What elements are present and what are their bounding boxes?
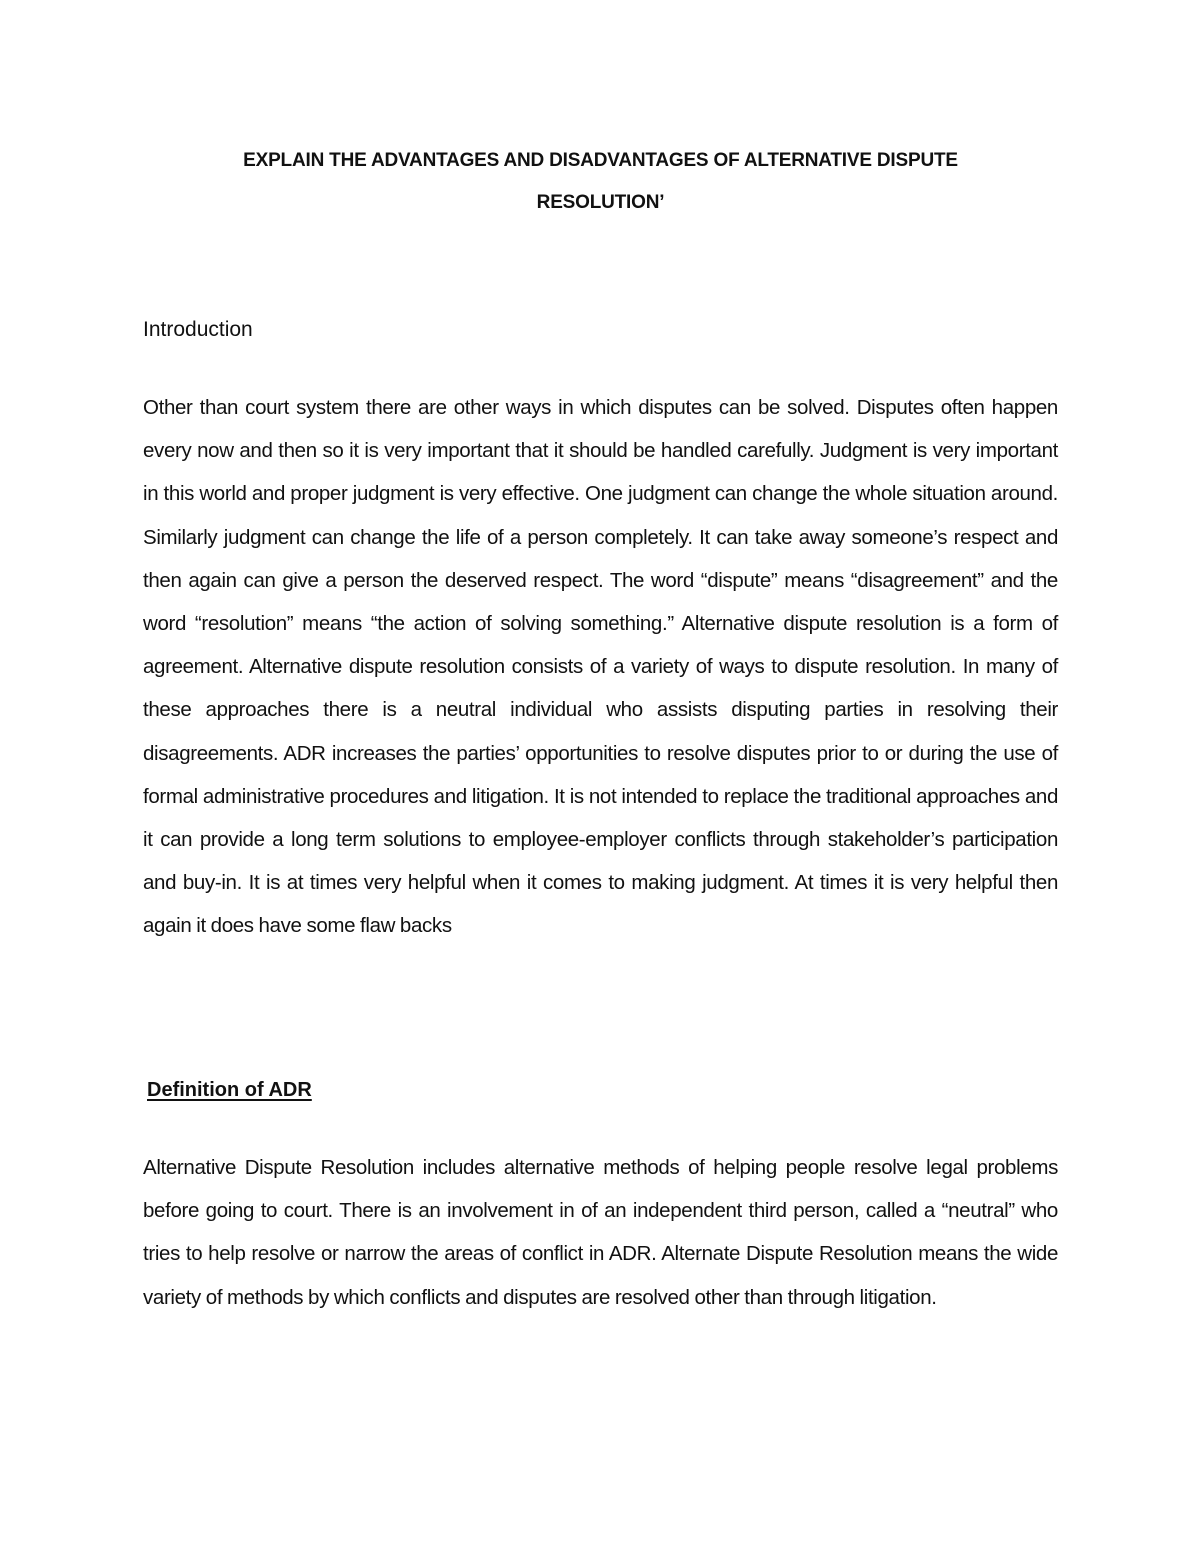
introduction-paragraph: Other than court system there are other ways in which disputes can be solved. Disputes often happen every now and then so it is very important that it should be handled carefully. Judgment is very important in this world and proper judgment is very effective. One judgment can change the whole situation around. Similarly judgment can change the life of a person completely. It can take away someone’s respect and then again can give a person the deserved respect. The word “dispute” means “disagreement” and the word “resolution” means “the action of solving something.” Alternative dispute resolution is a form of agreement. Alternative dispute resolution consists of a variety of ways to dispute resolution. In many of these approaches there is a neutral individual who assists disputing parties in resolving their disagreements. ADR increases the parties’ opportunities to resolve disputes prior to or during the use of formal administrative procedures and litigation. It is not intended to replace the traditional approaches and it can provide a long term solutions to employee-employer conflicts through stakeholder’s participation and buy-in. It is at times very helpful when it comes to making judgment. At times it is very helpful then again it does have some flaw backs	[143, 396, 1058, 938]
definition-heading: Definition of ADR	[147, 1079, 312, 1101]
introduction-heading: Introduction	[143, 318, 253, 341]
title-line-2: RESOLUTION’	[536, 192, 665, 213]
title-line-1: EXPLAIN THE ADVANTAGES AND DISADVANTAGES OF ALTERNATIVE DISPUTE	[243, 150, 958, 171]
definition-paragraph: Alternative Dispute Resolution includes alternative methods of helping people resolve legal problems before going to court. There is an involvement in of an independent third person, called a “neutral” who tries to help resolve or narrow the areas of conflict in ADR. Alternate Dispute Resolution means the wide variety of methods by which conflicts and disputes are resolved other than through litigation.	[143, 1156, 1058, 1309]
document-title	[143, 140, 1058, 224]
